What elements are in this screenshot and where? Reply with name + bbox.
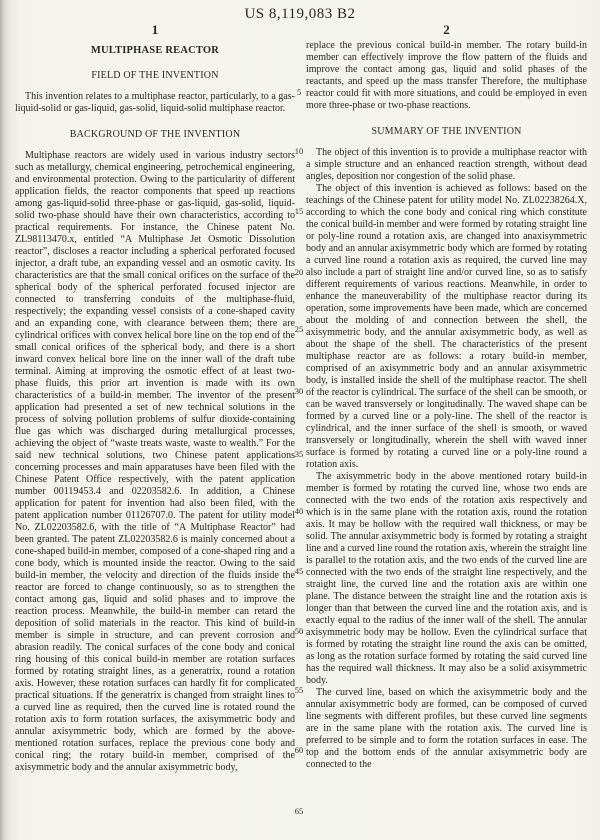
line-number: 10 bbox=[294, 146, 304, 156]
summary-paragraph-1: The object of this invention is to provide a multiphase reactor with a simple structure and an enhanced reaction strength, without dead angles, deposition nor congestion of the solid phase. bbox=[306, 147, 587, 182]
invention-title: MULTIPHASE REACTOR bbox=[90, 45, 220, 56]
line-number: 40 bbox=[294, 506, 304, 516]
summary-paragraph-4: The curved line, based on which the axisymmetric body and the annular axisymmetric body are formed, can be composed of curved line segments with different profiles, but these curved line segments are in the same plane with the rotation axis. The curved line is preferred to be simple and to form the rotation surfaces in ease. The top and the bottom ends of the annular axisymmetric body are connected to the bbox=[306, 687, 587, 770]
line-number: 35 bbox=[294, 449, 304, 459]
line-number: 55 bbox=[294, 685, 304, 695]
column-number-2: 2 bbox=[443, 22, 450, 37]
line-number: 45 bbox=[294, 566, 304, 576]
line-number: 20 bbox=[294, 267, 304, 277]
continuation-paragraph: replace the previous conical build-in member. The rotary build-in member can effectively improve the flow pattern of the fluids and improve the contact among gas, liquid and solid phases of the reactants, and speed up the mass transfer Therefore, the multiphase reactor could fit with more situations, and could be employed in even more three-phase or two-phase reactions. bbox=[306, 40, 587, 111]
line-number: 15 bbox=[294, 206, 304, 216]
section-heading-summary: SUMMARY OF THE INVENTION bbox=[371, 126, 522, 137]
page-header-patent-number: US 8,119,083 B2 bbox=[244, 6, 356, 22]
line-number: 60 bbox=[294, 745, 304, 755]
section-heading-field-of-invention: FIELD OF THE INVENTION bbox=[91, 70, 219, 81]
background-paragraph: Multiphase reactors are widely used in various industry sectors such as metallurgy, chemical engineering, petrochemical engineering, and environmental protection. Owing to the particularity of different application fields, the reactor components that speed up reactions among gas-liquid-solid three-phase or gas-liquid, gas-solid, liquid-solid two-phase should have their own characteristics, according to practical requirements. For instance, the Chinese patent No. ZL98113470.x, entitled “A Multiphase Jet Osmotic Dissolution reactor”, discloses a reactor including a spherical perforated focused injector, a draft tube, an expanding vessel and an osmotic cavity. Its characteristics are that the small conical orifices on the surface of the spherical body of the spherical perforated focused injector are connected to transferring conduits of the multiphase-fluid, respectively; the expanding vessel consists of a cone-shaped cavity and an expanding cone, with clearance between them; there are cylindrical orifices with convex helical bore line on the top end of the small conical orifices of the spherical body, and there is a short inward convex helical bore line on the inner wall of the draft tube terminal. Aiming at improving the osmotic effect of at least two-phase fluids, this prior art invention is made with its own characteristics of a build-in member. The inventor of the present application had presented a set of new technical solutions in the process of solving pollution problems of sulfur dioxide-containing flue gas which was discharged during metallurgical processes, achieving the object of “waste treats waste, waste to wealth.” For the said new technical solutions, two Chinese patent applications concerning processes and main apparatuses have been filed with the Chinese Patent Office respectively, with the patent application number 00119453.4 and 02203582.6. In addition, a Chinese application for patent for invention had also been filed, with the patent application number 01126707.0. The patent for utility model No. ZL02203582.6, with the title of “A Multiphase Reactor” had been granted. The patent ZL02203582.6 is mainly concerned about a cone-shaped build-in member, composed of a cone-shaped ring and a cone body, which is mounted inside the reactor. Owing to the said build-in member, the velocity and direction of the fluids inside the reactor are forced to change continuously, so as to strengthen the contact among gas, liquid and solid phases and to improve the reaction process. Meanwhile, the build-in member can retard the deposition of solid materials in the reactor. This kind of build-in member is simple in structure, and can prevent corrosion and abrasion readily. The conical surfaces of the cone body and conical ring housing of this conical build-in member are rotation surfaces formed by rotating straight lines, as a generatrix, round a rotation axis. However, these rotation surfaces can hardly fit for complicated practical situations. If the generatrix is changed from straight lines to a curved line as required, then the curved line is rotated round the rotation axis to form rotation surfaces, the axisymmetric body and annular axisymmetric body, which are formed by the above-mentioned rotation surfaces, replace the previous cone body and conical ring; the rotary build-in member, comprised of the axisymmetric body and the annular axisymmetric body, bbox=[15, 150, 295, 773]
summary-paragraph-3: The axisymmetric body in the above mentioned rotary build-in member is formed by rotating the curved line, whose two ends are connected with the two ends of the rotation axis respectively and which is in the same plane with the rotation axis, round the rotation axis. It may be hollow with the required wall thickness, or may be solid. The annular axisymmetric body is formed by rotating a straight line and a curved line round the rotation axis, wherein the straight line is parallel to the rotation axis, and the two ends of the curved line are connected with the two ends of the straight line respectively, and the straight line, the curved line and the rotation axis are within one plane. The distance between the straight line and the rotation axis is longer than that between the curved line and the rotation axis, and is exactly equal to the radius of the inner wall of the shell. The annular axisymmetric body may be hollow. Even the cylindrical surface that is formed by rotating the straight line round the axis can be omitted, as long as the rotation surface formed by rotating the said curved line has the required wall thickness. It may also be a solid axisymmetric body. bbox=[306, 471, 587, 686]
line-number: 25 bbox=[294, 324, 304, 334]
line-number: 65 bbox=[294, 806, 304, 816]
line-number: 50 bbox=[294, 626, 304, 636]
field-of-invention-paragraph: This invention relates to a multiphase reactor, particularly, to a gas-liquid-solid or gas-liquid, gas-solid, liquid-solid multiphase reactor. bbox=[15, 91, 295, 114]
line-number: 30 bbox=[294, 386, 304, 396]
column-1 bbox=[15, 22, 295, 774]
column-number-1: 1 bbox=[151, 22, 159, 37]
section-heading-background: BACKGROUND OF THE INVENTION bbox=[69, 129, 241, 140]
summary-paragraph-2: The object of this invention is achieved as follows: based on the teachings of the Chinese patent for utility model No. ZL02238264.X, according to which the cone body and conical ring which constitute the conical build-in member and were formed by rotating straight line or poly-line round a rotation axis, are changed into anaxisymmetric body and an annular axisymmetric body which are formed by rotating a curved line round a rotation axis as required, the curved line may also include a part of straight line and/or curved line, so as to satisfy different requirements of various reactions. Meanwhile, in order to enhance the maneuverability of the multiphase reactor during its operation, some improvements have been made, which are concerned about the molding of and connection between the shell, the axisymmetric body, and the annular axisymmetric body, as well as about the shape of the shell. The characteristics of the present multiphase reactor are as follows: a rotary build-in member, comprised of an axisymmetric body and an annular axisymmetric body, is installed inside the shell of the multiphase reactor. The shell of the reactor is cylindrical. The surface of the shell can be smooth, or can be waved transversely or longitudinally. The waved shape can be formed by a curved line or a poly-line. The shell of the reactor is cylindrical, and the inner surface of the shell is smooth, or waved transversely or longitudinally, wherein the shell with waved inner surface is formed by rotating a curved line or a poly-line round a rotation axis. bbox=[306, 183, 587, 470]
line-number: 5 bbox=[296, 87, 302, 97]
column-2 bbox=[306, 22, 587, 771]
